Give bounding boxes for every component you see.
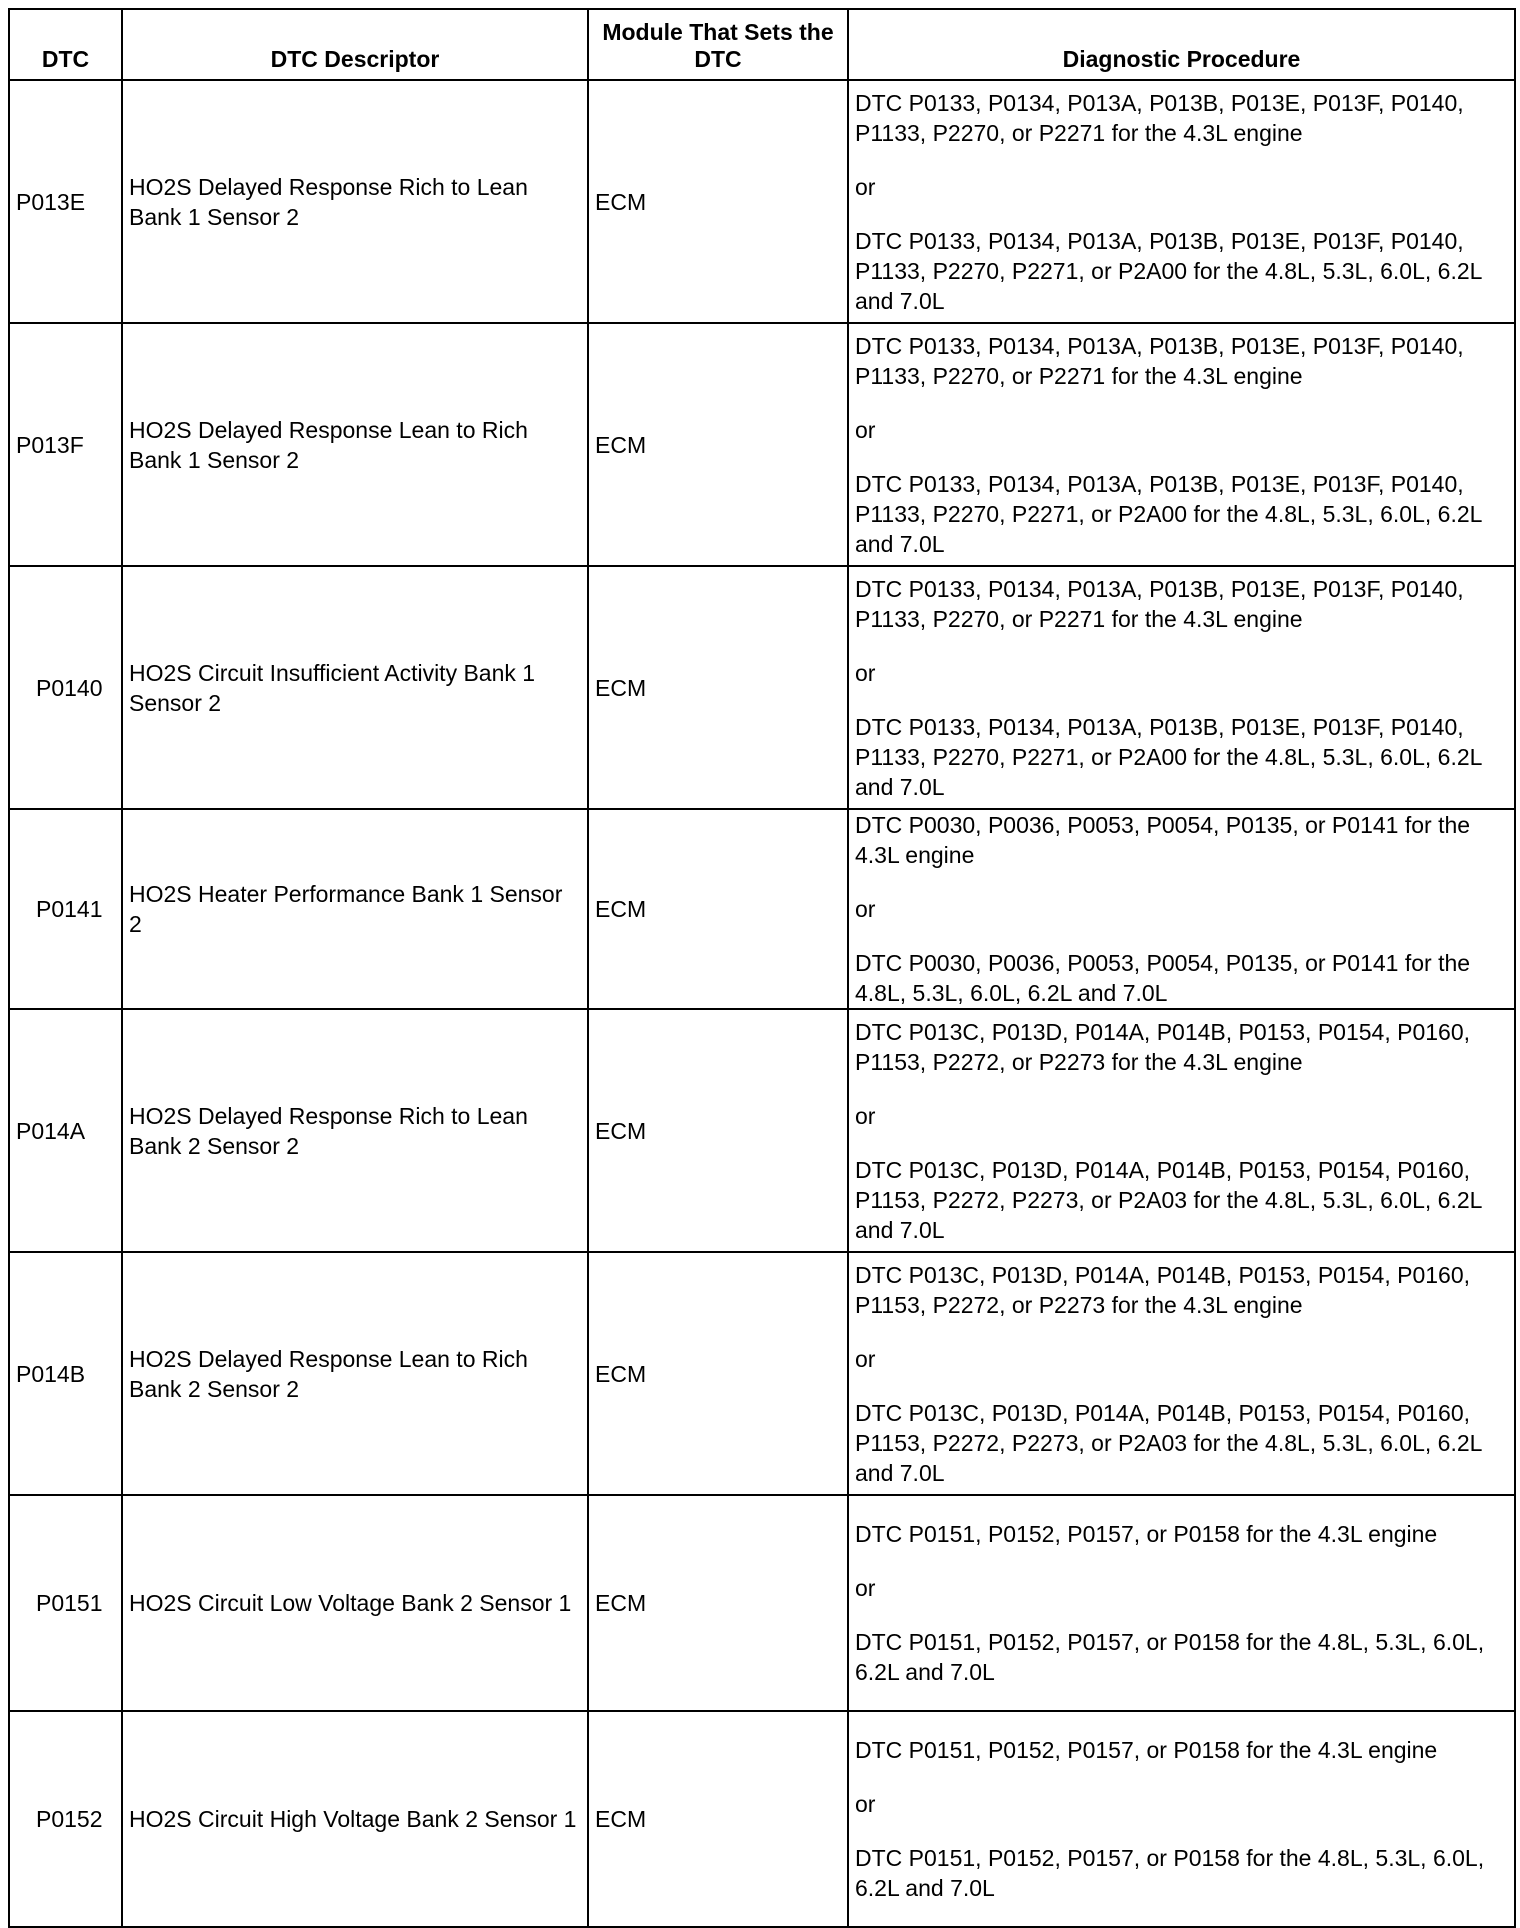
diagnostic-procedure [848,1711,1515,1927]
diagnostic-procedure [848,323,1515,566]
procedure-line: DTC P0030, P0036, P0053, P0054, P0135, or P0141 for the 4.3L engine [855,812,1471,868]
dtc-descriptor: HO2S Circuit High Voltage Bank 2 Sensor 1 [122,1711,588,1927]
dtc-code: P013F [9,323,122,566]
module-name: ECM [588,566,848,809]
dtc-code: P0141 [9,809,122,1009]
procedure-line: DTC P0151, P0152, P0157, or P0158 for the 4.3L engine [855,1737,1438,1763]
dtc-descriptor: HO2S Heater Performance Bank 1 Sensor 2 [122,809,588,1009]
table-row [9,809,1515,1009]
dtc-descriptor: HO2S Delayed Response Rich to Lean Bank 1 Sensor 2 [122,80,588,323]
procedure-line: DTC P0151, P0152, P0157, or P0158 for the 4.3L engine [855,1521,1438,1547]
module-name: ECM [588,1711,848,1927]
procedure-line: DTC P013C, P013D, P014A, P014B, P0153, P0154, P0160, P1153, P2272, or P2273 for the 4.3L engine [855,1261,1471,1318]
dtc-code: P014B [9,1252,122,1495]
procedure-line: DTC P0133, P0134, P013A, P013B, P013E, P013F, P0140, P1133, P2270, P2271, or P2A00 for the 4.8L, 5.3L, 6.0L, 6.2L and 7.0L [855,227,1482,314]
module-name: ECM [588,80,848,323]
dtc-code: P0140 [9,566,122,809]
table-row [9,323,1515,566]
procedure-line: DTC P0151, P0152, P0157, or P0158 for the 4.8L, 5.3L, 6.0L, 6.2L and 7.0L [855,1629,1485,1685]
dtc-code: P014A [9,1009,122,1252]
table-row [9,1495,1515,1711]
procedure-or: or [855,173,876,200]
dtc-code: P0152 [9,1711,122,1927]
dtc-table [8,8,1516,1928]
procedure-line: DTC P0133, P0134, P013A, P013B, P013E, P013F, P0140, P1133, P2270, or P2271 for the 4.3L engine [855,575,1464,632]
header-dtc: DTC [9,9,122,80]
table-row [9,1252,1515,1495]
diagnostic-procedure [848,566,1515,809]
dtc-code: P0151 [9,1495,122,1711]
module-name: ECM [588,1009,848,1252]
dtc-code: P013E [9,80,122,323]
procedure-line: DTC P013C, P013D, P014A, P014B, P0153, P0154, P0160, P1153, P2272, P2273, or P2A03 for the 4.8L, 5.3L, 6.0L, 6.2L and 7.0L [855,1156,1482,1243]
procedure-line: DTC P0133, P0134, P013A, P013B, P013E, P013F, P0140, P1133, P2270, P2271, or P2A00 for the 4.8L, 5.3L, 6.0L, 6.2L and 7.0L [855,713,1482,800]
diagnostic-procedure [848,1252,1515,1495]
procedure-line: DTC P0151, P0152, P0157, or P0158 for the 4.8L, 5.3L, 6.0L, 6.2L and 7.0L [855,1845,1485,1901]
diagnostic-procedure [848,1009,1515,1252]
procedure-or: or [855,659,876,686]
table-row [9,1711,1515,1927]
diagnostic-procedure [848,80,1515,323]
procedure-line: DTC P0133, P0134, P013A, P013B, P013E, P013F, P0140, P1133, P2270, or P2271 for the 4.3L engine [855,332,1464,389]
procedure-line: DTC P0133, P0134, P013A, P013B, P013E, P013F, P0140, P1133, P2270, or P2271 for the 4.3L engine [855,89,1464,146]
module-name: ECM [588,1495,848,1711]
header-diagnostic-procedure: Diagnostic Procedure [848,9,1515,80]
dtc-descriptor: HO2S Circuit Insufficient Activity Bank 1 Sensor 2 [122,566,588,809]
procedure-line: DTC P0133, P0134, P013A, P013B, P013E, P013F, P0140, P1133, P2270, P2271, or P2A00 for the 4.8L, 5.3L, 6.0L, 6.2L and 7.0L [855,470,1482,557]
procedure-line: DTC P0030, P0036, P0053, P0054, P0135, or P0141 for the 4.8L, 5.3L, 6.0L, 6.2L and 7.0L [855,950,1471,1006]
table-row [9,80,1515,323]
table-row [9,1009,1515,1252]
procedure-or: or [855,1345,876,1372]
procedure-or: or [855,416,876,443]
dtc-descriptor: HO2S Circuit Low Voltage Bank 2 Sensor 1 [122,1495,588,1711]
procedure-line: DTC P013C, P013D, P014A, P014B, P0153, P0154, P0160, P1153, P2272, P2273, or P2A03 for the 4.8L, 5.3L, 6.0L, 6.2L and 7.0L [855,1399,1482,1486]
module-name: ECM [588,323,848,566]
dtc-descriptor: HO2S Delayed Response Lean to Rich Bank 1 Sensor 2 [122,323,588,566]
procedure-line: DTC P013C, P013D, P014A, P014B, P0153, P0154, P0160, P1153, P2272, or P2273 for the 4.3L engine [855,1018,1471,1075]
header-module: Module That Sets the DTC [588,9,848,80]
dtc-descriptor: HO2S Delayed Response Lean to Rich Bank 2 Sensor 2 [122,1252,588,1495]
module-name: ECM [588,1252,848,1495]
procedure-or: or [855,896,876,922]
table-row [9,566,1515,809]
dtc-descriptor: HO2S Delayed Response Rich to Lean Bank 2 Sensor 2 [122,1009,588,1252]
module-name: ECM [588,809,848,1009]
header-dtc-descriptor: DTC Descriptor [122,9,588,80]
diagnostic-procedure [848,809,1515,1009]
procedure-or: or [855,1575,876,1601]
header-row [9,9,1515,80]
procedure-or: or [855,1102,876,1129]
diagnostic-procedure [848,1495,1515,1711]
procedure-or: or [855,1791,876,1817]
